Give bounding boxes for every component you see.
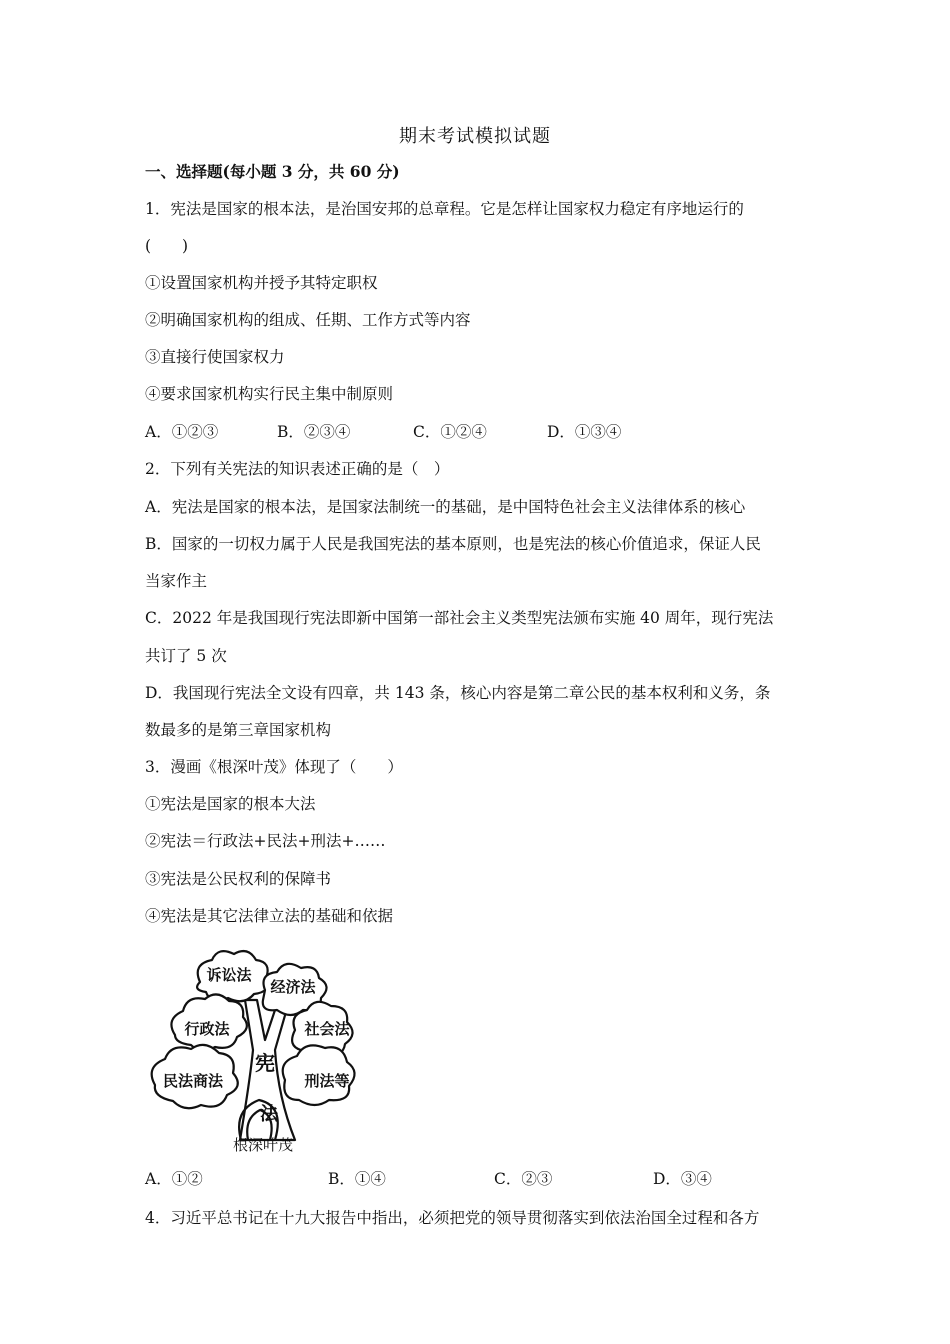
q2-option-d: D．我国现行宪法全文设有四章，共 143 条，核心内容是第二章公民的基本权利和义务，条: [145, 684, 771, 702]
q1-item-1: ①设置国家机构并授予其特定职权: [145, 274, 378, 292]
q2-stem: 2．下列有关宪法的知识表述正确的是（ ）: [145, 460, 450, 478]
q2-option-c: C．2022 年是我国现行宪法即新中国第一部社会主义类型宪法颁布实施 40 周年，现行宪法: [145, 609, 774, 627]
q3-option-b: B．①④: [328, 1170, 386, 1188]
trunk-label-top: 宪: [255, 1051, 275, 1075]
q2-option-a: A．宪法是国家的根本法，是国家法制统一的基础，是中国特色社会主义法律体系的核心: [145, 498, 746, 516]
q1-option-c: C．①②④: [413, 423, 487, 441]
q3-options: [145, 1169, 712, 1189]
q3-option-c: C．②③: [494, 1170, 553, 1188]
leaf-label-administrative: 行政法: [184, 1020, 230, 1038]
leaf-label-litigation: 诉讼法: [206, 966, 252, 984]
q2-option-b: B．国家的一切权力属于人民是我国宪法的基本原则，也是宪法的核心价值追求，保证人民: [145, 535, 761, 553]
leaf-label-economic: 经济法: [270, 978, 316, 996]
q1-option-b: B．②③④: [277, 423, 351, 441]
page-title: 期末考试模拟试题: [399, 126, 551, 147]
cartoon-tree-illustration: [145, 940, 380, 1155]
trunk-label-bottom: 法: [260, 1104, 278, 1125]
leaf-label-social: 社会法: [304, 1020, 350, 1038]
q2-option-c-cont: 共订了 5 次: [145, 647, 227, 665]
q3-option-d: D．③④: [653, 1170, 712, 1188]
q1-item-3: ③直接行使国家权力: [145, 348, 285, 366]
q1-option-d: D．①③④: [547, 423, 622, 441]
leaf-label-civil-commercial: 民法商法: [162, 1072, 224, 1090]
q3-item-4: ④宪法是其它法律立法的基础和依据: [145, 907, 394, 925]
q2-option-b-cont: 当家作主: [145, 572, 208, 590]
q1-item-4: ④要求国家机构实行民主集中制原则: [145, 385, 394, 403]
q1-stem: 1．宪法是国家的根本法，是治国安邦的总章程。它是怎样让国家权力稳定有序地运行的: [145, 200, 744, 218]
q1-option-a: A．①②③: [145, 423, 219, 441]
q3-option-a: A．①②: [145, 1170, 203, 1188]
q3-item-2: ②宪法＝行政法+民法+刑法+……: [145, 832, 386, 850]
leaf-label-criminal: 刑法等: [304, 1072, 350, 1090]
q3-item-1: ①宪法是国家的根本大法: [145, 795, 316, 813]
q2-option-d-cont: 数最多的是第三章国家机构: [145, 721, 332, 739]
q3-stem: 3．漫画《根深叶茂》体现了（ ）: [145, 758, 403, 776]
q1-stem-bracket: ( ): [145, 237, 189, 255]
q4-stem: 4．习近平总书记在十九大报告中指出，必须把党的领导贯彻落实到依法治国全过程和各方: [145, 1209, 760, 1227]
section-heading: 一、选择题(每小题 3 分，共 60 分): [145, 162, 400, 181]
q1-item-2: ②明确国家机构的组成、任期、工作方式等内容: [145, 311, 471, 329]
q1-options: [145, 422, 621, 442]
cartoon-caption: 根深叶茂: [232, 1136, 294, 1154]
q3-item-3: ③宪法是公民权利的保障书: [145, 870, 332, 888]
